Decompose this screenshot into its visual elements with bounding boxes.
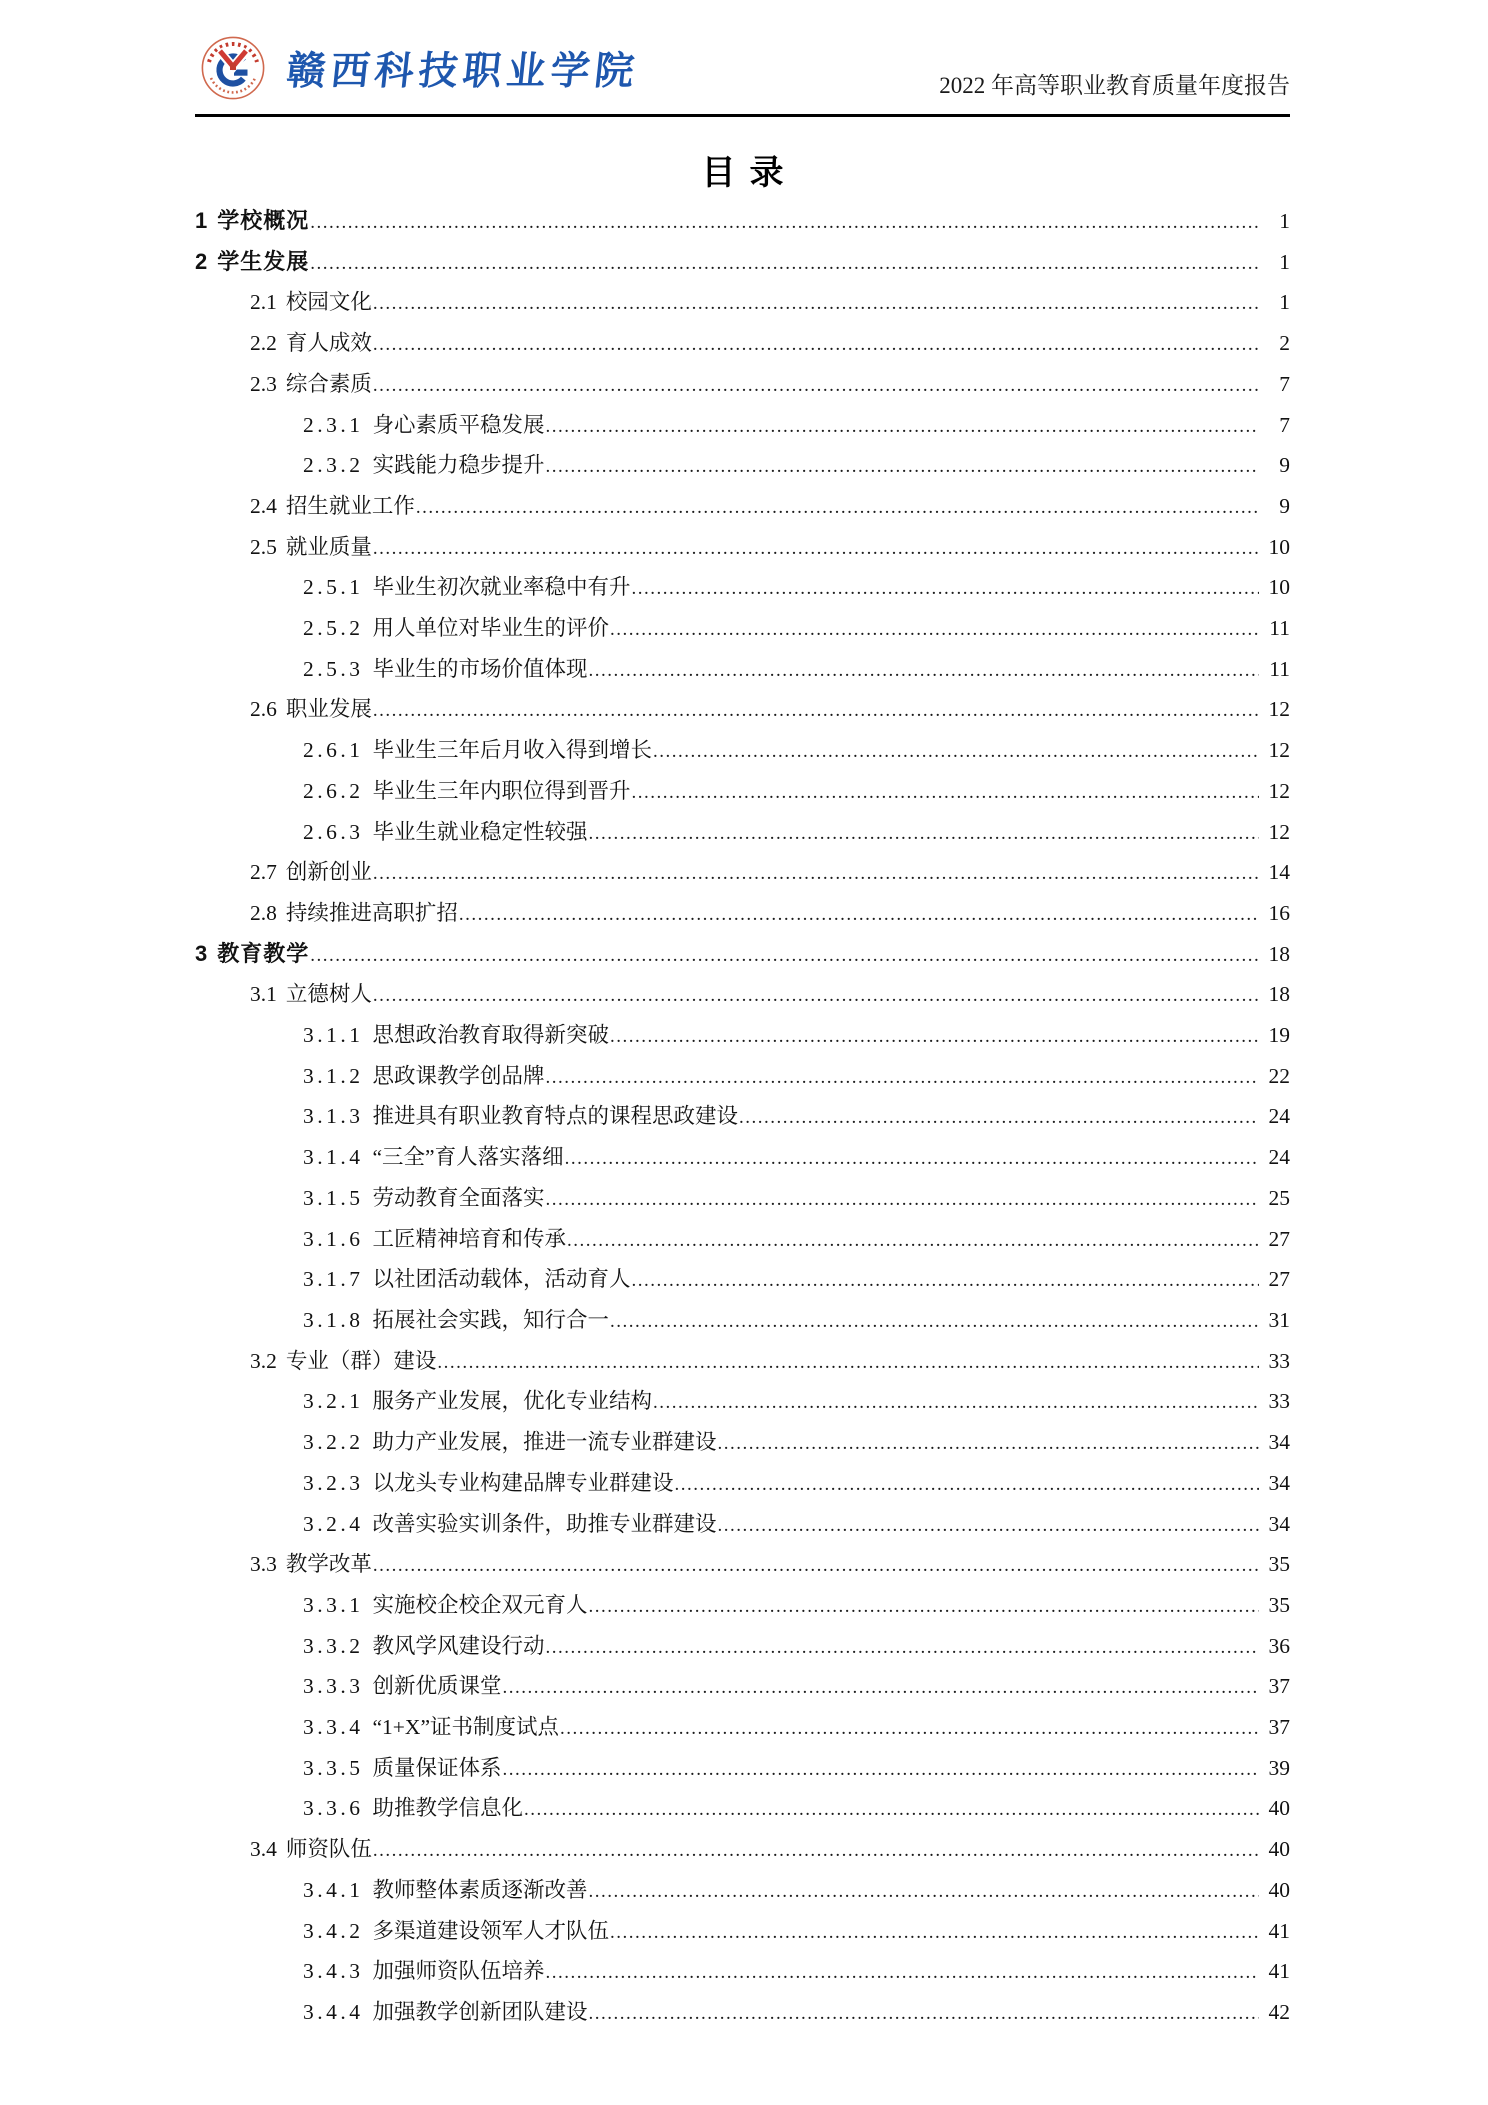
toc-leader-dots xyxy=(310,937,1259,976)
toc-entry-label: 以龙头专业构建品牌专业群建设 xyxy=(372,1470,674,1495)
toc-entry[interactable] xyxy=(195,772,1290,813)
toc-entry[interactable] xyxy=(195,1423,1290,1464)
toc-entry-page: 10 xyxy=(1268,534,1290,559)
toc-entry[interactable] xyxy=(195,1708,1290,1749)
toc-entry-number: 2.6.1 xyxy=(303,738,364,763)
toc-entry[interactable] xyxy=(195,406,1290,447)
toc-entry-label: 综合素质 xyxy=(285,371,372,396)
toc-entry[interactable] xyxy=(195,1464,1290,1505)
toc-entry-page: 35 xyxy=(1268,1592,1290,1617)
toc-entry-label: 身心素质平稳发展 xyxy=(372,412,545,437)
toc-entry[interactable] xyxy=(195,1667,1290,1708)
toc-entry-page: 36 xyxy=(1268,1633,1290,1658)
toc-entry-page: 22 xyxy=(1268,1063,1290,1088)
toc-leader-dots xyxy=(373,692,1259,731)
toc-entry-page: 37 xyxy=(1268,1715,1290,1740)
toc-entry-page: 18 xyxy=(1268,982,1290,1007)
toc-entry-label: 教风学风建设行动 xyxy=(372,1633,545,1658)
toc-entry-number: 3.4.3 xyxy=(303,1959,364,1984)
toc-entry-number: 3.2.3 xyxy=(303,1470,364,1495)
toc-entry-number: 3.3.2 xyxy=(303,1633,364,1658)
toc-entry-label: 就业质量 xyxy=(285,534,372,559)
toc-entry-number: 3.1 xyxy=(250,982,277,1007)
toc-entry-label: 服务产业发展，优化专业结构 xyxy=(372,1389,653,1414)
toc-leader-dots xyxy=(653,733,1259,772)
toc-list xyxy=(195,202,1290,2034)
toc-entry-label: 校园文化 xyxy=(285,290,372,315)
toc-leader-dots xyxy=(632,1262,1259,1301)
toc-leader-dots xyxy=(718,1507,1259,1546)
toc-entry[interactable] xyxy=(195,1138,1290,1179)
toc-entry[interactable] xyxy=(195,1749,1290,1790)
toc-entry-number: 3.3 xyxy=(250,1552,277,1577)
toc-entry-label: 用人单位对毕业生的评价 xyxy=(372,616,610,641)
toc-entry-number: 1 xyxy=(195,208,209,233)
toc-entry-label: 学生发展 xyxy=(217,248,310,274)
toc-entry-label: 创新创业 xyxy=(285,860,372,885)
toc-entry-number: 3.3.3 xyxy=(303,1674,364,1699)
toc-entry-number: 2.6.3 xyxy=(303,819,364,844)
toc-leader-dots xyxy=(567,1222,1259,1261)
toc-leader-dots xyxy=(373,1547,1259,1586)
toc-entry[interactable] xyxy=(195,1097,1290,1138)
toc-entry-page: 34 xyxy=(1268,1470,1290,1495)
toc-entry-number: 2.1 xyxy=(250,290,277,315)
toc-entry-number: 3.3.6 xyxy=(303,1796,364,1821)
toc-leader-dots xyxy=(610,611,1259,650)
toc-leader-dots xyxy=(373,367,1259,406)
toc-leader-dots xyxy=(437,1344,1259,1383)
toc-entry-number: 2.5.2 xyxy=(303,616,364,641)
toc-entry[interactable] xyxy=(195,1179,1290,1220)
toc-entry-page: 39 xyxy=(1268,1755,1290,1780)
toc-entry[interactable] xyxy=(195,1627,1290,1668)
toc-entry[interactable] xyxy=(195,690,1290,731)
toc-entry-number: 3.1.2 xyxy=(303,1063,364,1088)
toc-entry-label: 加强教学创新团队建设 xyxy=(372,1999,588,2024)
toc-entry-page: 9 xyxy=(1279,453,1290,478)
toc-entry[interactable] xyxy=(195,446,1290,487)
toc-entry-number: 2.2 xyxy=(250,331,277,356)
toc-entry-label: 助推教学信息化 xyxy=(372,1796,524,1821)
toc-entry-number: 3.2 xyxy=(250,1348,277,1373)
toc-entry[interactable] xyxy=(195,650,1290,691)
school-brand xyxy=(201,36,639,100)
toc-entry-number: 3.3.1 xyxy=(303,1592,364,1617)
toc-entry-page: 33 xyxy=(1268,1389,1290,1414)
toc-entry[interactable] xyxy=(195,365,1290,406)
toc-entry[interactable] xyxy=(195,324,1290,365)
toc-entry-page: 12 xyxy=(1268,738,1290,763)
toc-leader-dots xyxy=(589,1995,1259,2034)
toc-entry-number: 2.8 xyxy=(250,900,277,925)
toc-entry-number: 3.2.1 xyxy=(303,1389,364,1414)
toc-entry-label: 教育教学 xyxy=(217,940,310,966)
toc-leader-dots xyxy=(546,1059,1259,1098)
toc-entry-page: 24 xyxy=(1268,1145,1290,1170)
toc-entry-number: 3.1.5 xyxy=(303,1185,364,1210)
toc-entry[interactable] xyxy=(195,1220,1290,1261)
toc-leader-dots xyxy=(546,1181,1259,1220)
toc-entry-page: 40 xyxy=(1268,1796,1290,1821)
toc-entry-page: 34 xyxy=(1268,1430,1290,1455)
toc-entry-number: 2.4 xyxy=(250,493,277,518)
toc-entry-number: 3.1.6 xyxy=(303,1226,364,1251)
toc-entry-number: 3.4.4 xyxy=(303,1999,364,2024)
toc-entry-page: 40 xyxy=(1268,1877,1290,1902)
toc-entry[interactable] xyxy=(195,731,1290,772)
toc-entry-number: 2.5.3 xyxy=(303,656,364,681)
toc-entry[interactable] xyxy=(195,1952,1290,1993)
toc-entry-number: 3.2.4 xyxy=(303,1511,364,1536)
toc-leader-dots xyxy=(373,530,1259,569)
toc-entry-label: 毕业生三年内职位得到晋升 xyxy=(372,778,631,803)
toc-entry-number: 3 xyxy=(195,940,209,966)
toc-title: 目录 xyxy=(701,155,798,192)
toc-entry-page: 27 xyxy=(1268,1226,1290,1251)
toc-entry-page: 11 xyxy=(1269,656,1290,681)
toc-entry-number: 3.1.3 xyxy=(303,1104,364,1129)
toc-entry-label: 招生就业工作 xyxy=(285,493,415,518)
toc-leader-dots xyxy=(503,1751,1259,1790)
toc-entry[interactable] xyxy=(195,1789,1290,1830)
toc-entry-label: 毕业生的市场价值体现 xyxy=(372,656,588,681)
college-emblem-icon xyxy=(201,36,265,100)
toc-entry-page: 34 xyxy=(1268,1511,1290,1536)
toc-entry-page: 37 xyxy=(1268,1674,1290,1699)
toc-entry[interactable] xyxy=(195,283,1290,324)
toc-entry-label: 毕业生三年后月收入得到增长 xyxy=(372,738,653,763)
toc-entry-page: 41 xyxy=(1268,1918,1290,1943)
toc-entry-page: 16 xyxy=(1268,900,1290,925)
toc-leader-dots xyxy=(373,1832,1259,1871)
toc-leader-dots xyxy=(632,774,1259,813)
toc-entry-number: 3.1.1 xyxy=(303,1023,364,1048)
toc-leader-dots xyxy=(546,408,1259,447)
toc-entry-label: 专业（群）建设 xyxy=(285,1348,437,1373)
toc-entry[interactable] xyxy=(195,528,1290,569)
toc-entry-number: 2.3.1 xyxy=(303,412,364,437)
toc-entry[interactable] xyxy=(195,1301,1290,1342)
toc-entry-page: 12 xyxy=(1268,819,1290,844)
toc-entry[interactable] xyxy=(195,1912,1290,1953)
toc-leader-dots xyxy=(653,1384,1259,1423)
toc-leader-dots xyxy=(610,1914,1259,1953)
toc-entry-page: 42 xyxy=(1268,1999,1290,2024)
toc-leader-dots xyxy=(310,245,1259,284)
toc-entry[interactable] xyxy=(195,813,1290,854)
toc-entry-page: 12 xyxy=(1268,697,1290,722)
toc-entry-label: 创新优质课堂 xyxy=(372,1674,502,1699)
toc-entry-label: 毕业生就业稳定性较强 xyxy=(372,819,588,844)
toc-entry-page: 33 xyxy=(1268,1348,1290,1373)
toc-entry-label: “1+X”证书制度试点 xyxy=(372,1715,559,1740)
toc-entry-page: 35 xyxy=(1268,1552,1290,1577)
toc-entry-label: 工匠精神培育和传承 xyxy=(372,1226,567,1251)
toc-leader-dots xyxy=(546,1954,1259,1993)
toc-entry-page: 1 xyxy=(1279,209,1290,233)
toc-entry-page: 2 xyxy=(1279,331,1290,356)
page-header xyxy=(195,0,1290,117)
toc-entry-number: 3.4.1 xyxy=(303,1877,364,1902)
toc-entry-label: 多渠道建设领军人才队伍 xyxy=(372,1918,610,1943)
toc-entry-label: 以社团活动载体，活动育人 xyxy=(372,1267,631,1292)
toc-entry-label: 立德树人 xyxy=(285,982,372,1007)
toc-entry-label: 加强师资队伍培养 xyxy=(372,1959,545,1984)
toc-entry-page: 25 xyxy=(1268,1185,1290,1210)
toc-entry-number: 2.6 xyxy=(250,697,277,722)
toc-entry-number: 2.3 xyxy=(250,371,277,396)
toc-leader-dots xyxy=(416,489,1259,528)
toc-entry[interactable] xyxy=(195,1830,1290,1871)
toc-leader-dots xyxy=(503,1669,1259,1708)
toc-leader-dots xyxy=(739,1099,1259,1138)
toc-entry[interactable] xyxy=(195,1260,1290,1301)
toc-entry[interactable] xyxy=(195,975,1290,1016)
toc-entry-label: 持续推进高职扩招 xyxy=(285,900,458,925)
toc-entry-label: 质量保证体系 xyxy=(372,1755,502,1780)
toc-leader-dots xyxy=(373,326,1259,365)
toc-leader-dots xyxy=(560,1710,1259,1749)
toc-entry-page: 40 xyxy=(1268,1837,1290,1862)
toc-leader-dots xyxy=(546,448,1259,487)
toc-entry-page: 7 xyxy=(1279,371,1290,396)
toc-leader-dots xyxy=(589,652,1259,691)
toc-entry-label: 劳动教育全面落实 xyxy=(372,1185,545,1210)
toc-leader-dots xyxy=(373,855,1259,894)
toc-entry[interactable] xyxy=(195,243,1290,284)
toc-entry[interactable] xyxy=(195,1382,1290,1423)
toc-entry-number: 2.6.2 xyxy=(303,778,364,803)
toc-entry-page: 10 xyxy=(1268,575,1290,600)
toc-entry-label: 改善实验实训条件，助推专业群建设 xyxy=(372,1511,717,1536)
toc-entry-page: 24 xyxy=(1268,1104,1290,1129)
toc-entry-number: 3.1.4 xyxy=(303,1145,364,1170)
toc-entry-number: 3.1.8 xyxy=(303,1307,364,1332)
toc-leader-dots xyxy=(610,1018,1259,1057)
toc-entry[interactable] xyxy=(195,894,1290,935)
toc-entry[interactable] xyxy=(195,1016,1290,1057)
toc-entry-number: 2.5 xyxy=(250,534,277,559)
toc-entry-number: 2.5.1 xyxy=(303,575,364,600)
toc-entry[interactable] xyxy=(195,1586,1290,1627)
toc-leader-dots xyxy=(610,1303,1259,1342)
toc-entry-page: 27 xyxy=(1268,1267,1290,1292)
toc-leader-dots xyxy=(565,1140,1259,1179)
toc-entry[interactable] xyxy=(195,609,1290,650)
toc-entry-label: 实施校企校企双元育人 xyxy=(372,1592,588,1617)
toc-entry-number: 2.7 xyxy=(250,860,277,885)
toc-entry-number: 3.3.5 xyxy=(303,1755,364,1780)
report-title: 2022 年高等职业教育质量年度报告 xyxy=(939,73,1290,98)
toc-entry-number: 3.4.2 xyxy=(303,1918,364,1943)
toc-leader-dots xyxy=(459,896,1259,935)
toc-entry-number: 3.4 xyxy=(250,1837,277,1862)
toc-entry-page: 7 xyxy=(1279,412,1290,437)
toc-entry-label: 思想政治教育取得新突破 xyxy=(372,1023,610,1048)
toc-entry-label: 教学改革 xyxy=(285,1552,372,1577)
toc-entry-page: 1 xyxy=(1279,290,1290,315)
toc-leader-dots xyxy=(589,1873,1259,1912)
toc-entry[interactable] xyxy=(195,1871,1290,1912)
toc-entry-label: 推进具有职业教育特点的课程思政建设 xyxy=(372,1104,739,1129)
toc-entry[interactable] xyxy=(195,487,1290,528)
toc-entry[interactable] xyxy=(195,568,1290,609)
toc-entry-label: 育人成效 xyxy=(285,331,372,356)
toc-entry[interactable] xyxy=(195,1057,1290,1098)
page-content xyxy=(195,0,1290,2034)
toc-entry[interactable] xyxy=(195,202,1290,243)
toc-entry-page: 19 xyxy=(1268,1023,1290,1048)
toc-leader-dots xyxy=(675,1466,1259,1505)
toc-leader-dots xyxy=(632,570,1259,609)
toc-entry-label: 教师整体素质逐渐改善 xyxy=(372,1877,588,1902)
toc-entry-label: 师资队伍 xyxy=(285,1837,372,1862)
school-name: 赣西科技职业学院 xyxy=(284,50,641,93)
toc-entry[interactable] xyxy=(195,935,1290,976)
toc-entry-page: 12 xyxy=(1268,778,1290,803)
toc-entry-number: 2.3.2 xyxy=(303,453,364,478)
toc-entry[interactable] xyxy=(195,1505,1290,1546)
toc-entry-page: 31 xyxy=(1268,1307,1290,1332)
toc-entry-number: 3.2.2 xyxy=(303,1430,364,1455)
toc-entry-page: 9 xyxy=(1279,493,1290,518)
toc-entry-label: 拓展社会实践，知行合一 xyxy=(372,1307,610,1332)
toc-entry-label: 毕业生初次就业率稳中有升 xyxy=(372,575,631,600)
toc-leader-dots xyxy=(589,815,1259,854)
toc-entry[interactable] xyxy=(195,1342,1290,1383)
toc-entry-number: 2 xyxy=(195,248,209,274)
toc-entry-label: 思政课教学创品牌 xyxy=(372,1063,545,1088)
toc-entry-label: “三全”育人落实落细 xyxy=(372,1145,564,1170)
toc-leader-dots xyxy=(524,1791,1259,1830)
toc-entry-page: 11 xyxy=(1269,616,1290,641)
toc-entry-page: 41 xyxy=(1268,1959,1290,1984)
toc-entry-page: 1 xyxy=(1279,249,1290,274)
toc-entry[interactable] xyxy=(195,1993,1290,2034)
toc-leader-dots xyxy=(310,204,1259,243)
toc-entry-number: 3.1.7 xyxy=(303,1267,364,1292)
toc-entry[interactable] xyxy=(195,1545,1290,1586)
toc-entry-number: 3.3.4 xyxy=(303,1715,364,1740)
toc-entry-label: 学校概况 xyxy=(217,208,310,233)
toc-entry-page: 14 xyxy=(1268,860,1290,885)
toc-entry-label: 助力产业发展，推进一流专业群建设 xyxy=(372,1430,717,1455)
toc-entry-page: 18 xyxy=(1268,941,1290,966)
toc-leader-dots xyxy=(718,1425,1259,1464)
toc-entry-label: 实践能力稳步提升 xyxy=(372,453,545,478)
toc-entry-label: 职业发展 xyxy=(285,697,372,722)
toc-entry[interactable] xyxy=(195,853,1290,894)
toc-leader-dots xyxy=(589,1588,1259,1627)
toc-leader-dots xyxy=(373,977,1259,1016)
toc-leader-dots xyxy=(373,285,1259,324)
toc-leader-dots xyxy=(546,1629,1259,1668)
